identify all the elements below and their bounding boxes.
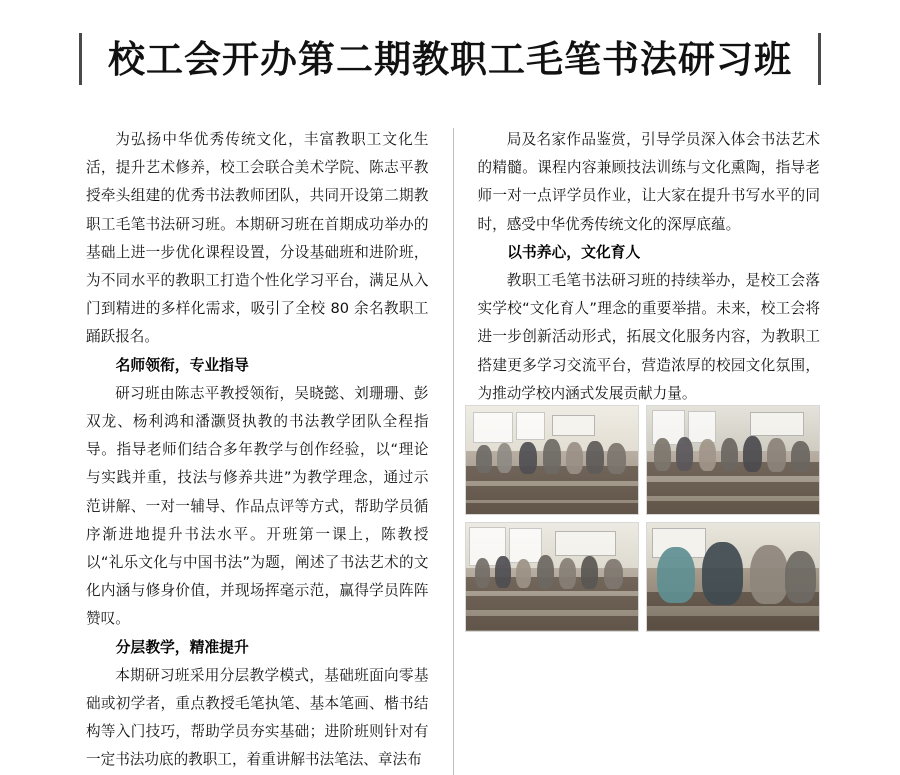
header-rule-left-icon — [79, 33, 82, 85]
paragraph: 为弘扬中华优秀传统文化，丰富教职工文化生活，提升艺术修养，校工会联合美术学院、陈志平教授牵头组建的优秀书法教师团队，共同开设第二期教职工毛笔书法研习班。本期研习班在首期成功举办的基础上进一步优化课程设置，分设基础班和进阶班，为不同水平的教职工打造个性化学习平台，满足从入门到精进的多样化需求，吸引了全校 80 余名教职工踊跃报名。 — [86, 131, 429, 346]
lecture-hall-overview-image — [465, 522, 639, 632]
classroom-students-practicing-image — [646, 405, 820, 515]
instructor-guiding-student-image — [646, 522, 820, 632]
left-column — [86, 126, 445, 775]
header-rule-right-icon — [818, 33, 821, 85]
subheading: 名师领衔，专业指导 — [115, 356, 249, 374]
paragraph: 局及名家作品鉴赏，引导学员深入体会书法艺术的精髓。课程内容兼顾技法训练与文化熏陶，指导老师一对一点评学员作业，让大家在提升书写水平的同时，感受中华优秀传统文化的深厚底蕴。 — [477, 131, 820, 233]
paragraph: 教职工毛笔书法研习班的持续举办，是校工会落实学校“文化育人”理念的重要举措。未来，校工会将进一步创新活动形式，拓展文化服务内容，为教职工搭建更多学习交流平台，营造浓厚的校园文化氛围，为推动学校内涵式发展贡献力量。 — [477, 272, 820, 402]
classroom-calligraphy-wide-shot-image — [465, 405, 639, 515]
subheading: 以书养心，文化育人 — [507, 243, 641, 261]
right-column — [462, 126, 821, 408]
column-divider — [453, 128, 454, 775]
paragraph: 研习班由陈志平教授领衔，吴晓懿、刘珊珊、彭双龙、杨利鸿和潘灏贤执教的书法教学团队全程指导。指导老师们结合多年教学与创作经验，以“理论与实践并重，技法与修养共进”为教学理念，通过示范讲解、一对一辅导、作品点评等方式，帮助学员循序渐进地提升书法水平。开班第一课上，陈教授以“礼乐文化与中国书法”为题，阐述了书法艺术的文化内涵与修身价值，并现场挥毫示范，赢得学员阵阵赞叹。 — [86, 384, 429, 628]
subheading: 分层教学，精准提升 — [115, 638, 249, 656]
paragraph: 本期研习班采用分层教学模式，基础班面向零基础或初学者，重点教授毛笔执笔、基本笔画、楷书结构等入门技巧，帮助学员夯实基础；进阶班则针对有一定书法功底的教职工，着重讲解书法笔法、章法布 — [86, 666, 429, 769]
photo-grid — [465, 405, 820, 632]
page-title: 校工会开办第二期教职工毛笔书法研习班 — [108, 36, 792, 81]
page-header — [0, 28, 900, 90]
